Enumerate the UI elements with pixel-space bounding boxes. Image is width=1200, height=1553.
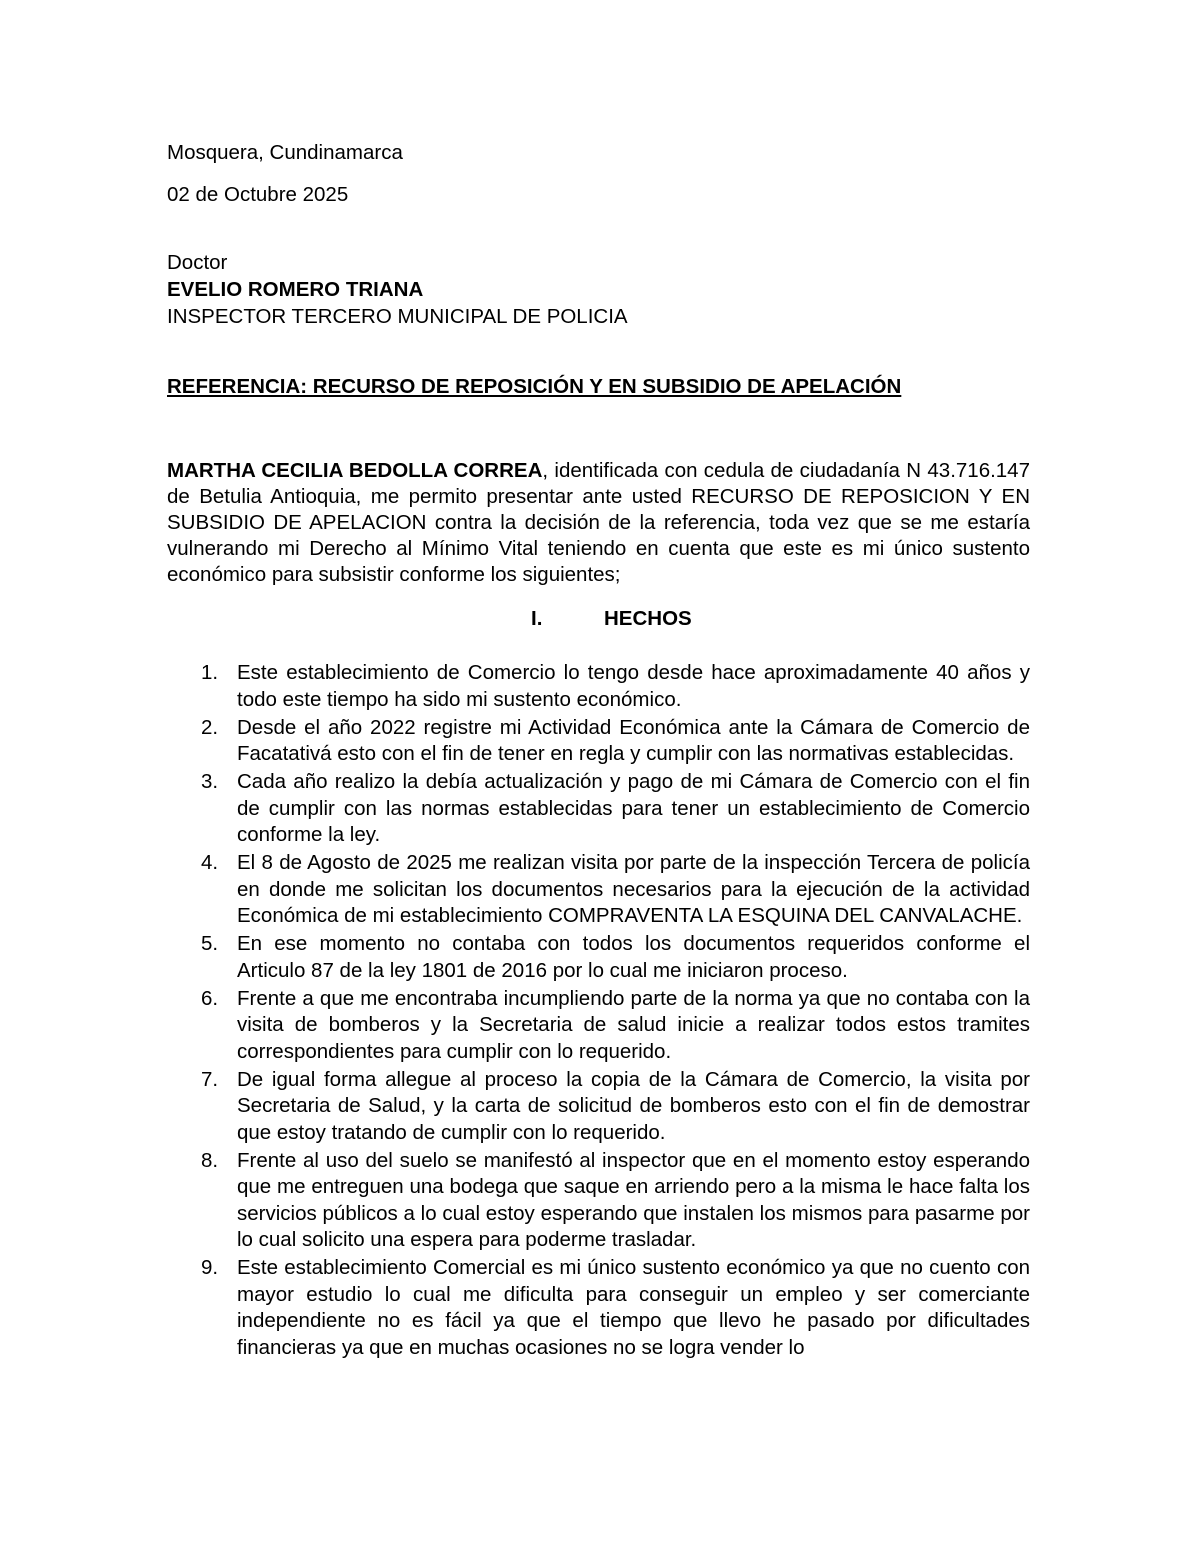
list-item [167, 1067, 1030, 1147]
list-item-number: 7. [201, 1067, 219, 1091]
list-item-number: 8. [201, 1148, 219, 1172]
list-item-text: Cada año realizo la debía actualización y pago de mi Cámara de Comercio con el fin de cumplir con las normas establecidas para tener un establecimiento de Comercio conforme la ley. [237, 770, 1030, 846]
list-item-text: El 8 de Agosto de 2025 me realizan visita por parte de la inspección Tercera de policía en donde me solicitan los documentos necesarios para la ejecución de la actividad Económica de mi establecimiento COMPRAVENTA LA ESQUINA DEL CANVALACHE. [237, 851, 1030, 927]
recipient-salutation: Doctor [167, 251, 228, 274]
list-item-text: En ese momento no contaba con todos los documentos requeridos conforme el Articulo 87 de la ley 1801 de 2016 por lo cual me iniciaron proceso. [237, 932, 1030, 982]
list-item [167, 715, 1030, 768]
reference-line: REFERENCIA: RECURSO DE REPOSICIÓN Y EN SUBSIDIO DE APELACIÓN [167, 375, 902, 398]
list-item-number: 4. [201, 851, 219, 874]
list-item [167, 660, 1030, 713]
intro-text: , identificada con cedula de ciudadanía N 43.716.147 de Betulia Antioquia, me permito presentar ante usted RECURSO DE REPOSICION Y EN SUBSIDIO DE APELACION contra la decisión de la referencia, toda vez que se me estaría vulnerando mi Derecho al Mínimo Vital teniendo en cuenta que este es mi único sustento económico para subsistir conforme los siguientes; [167, 459, 1030, 586]
list-item-number: 5. [201, 932, 219, 955]
list-item [167, 1148, 1030, 1254]
section-title: HECHOS [604, 607, 692, 630]
list-item-number: 3. [201, 770, 219, 793]
list-item-text: Frente al uso del suelo se manifestó al inspector que en el momento estoy esperando que me entreguen una bodega que saque en arriendo pero a la misma le hace falta los servicios públicos a lo cual estoy esperando que instalen los mismos para pasarme por lo cual solicito una espera para poderme trasladar. [237, 1148, 1030, 1251]
list-item [167, 769, 1030, 849]
list-item [167, 1255, 1030, 1361]
list-item-number: 2. [201, 715, 219, 739]
list-item-text: Desde el año 2022 registre mi Actividad Económica ante la Cámara de Comercio de Facatativá esto con el fin de tener en regla y cumplir con las normativas establecidas. [237, 715, 1030, 765]
date-line: 02 de Octubre 2025 [167, 183, 349, 206]
recipient-name: EVELIO ROMERO TRIANA [167, 278, 424, 301]
list-item [167, 850, 1030, 930]
recipient-title: INSPECTOR TERCERO MUNICIPAL DE POLICIA [167, 305, 628, 328]
list-item-number: 6. [201, 986, 219, 1010]
list-item-text: Este establecimiento de Comercio lo tengo desde hace aproximadamente 40 años y todo este tiempo ha sido mi sustento económico. [237, 661, 1030, 711]
petitioner-name: MARTHA CECILIA BEDOLLA CORREA [167, 459, 543, 482]
list-item-number: 9. [201, 1256, 219, 1279]
list-item-text: De igual forma allegue al proceso la copia de la Cámara de Comercio, la visita por Secretaria de Salud, y la carta de solicitud de bomberos esto con el fin de demostrar que estoy tratando de cumplir con lo requerido. [237, 1067, 1030, 1144]
facts-list [167, 660, 1030, 1363]
list-item-number: 1. [201, 661, 219, 684]
list-item [167, 986, 1030, 1066]
section-number: I. [531, 607, 543, 630]
place-line: Mosquera, Cundinamarca [167, 141, 403, 164]
list-item [167, 931, 1030, 984]
list-item-text: Este establecimiento Comercial es mi único sustento económico ya que no cuento con mayor estudio lo cual me dificulta para conseguir un empleo y ser comerciante independiente no es fácil ya que el tiempo que llevo he pasado por dificultades financieras ya que en muchas ocasiones no se logra vender lo [237, 1256, 1030, 1359]
intro-paragraph [167, 458, 1030, 588]
list-item-text: Frente a que me encontraba incumpliendo parte de la norma ya que no contaba con la visita de bomberos y la Secretaria de salud inicie a realizar todos estos tramites correspondientes para cumplir con lo requerido. [237, 986, 1030, 1063]
